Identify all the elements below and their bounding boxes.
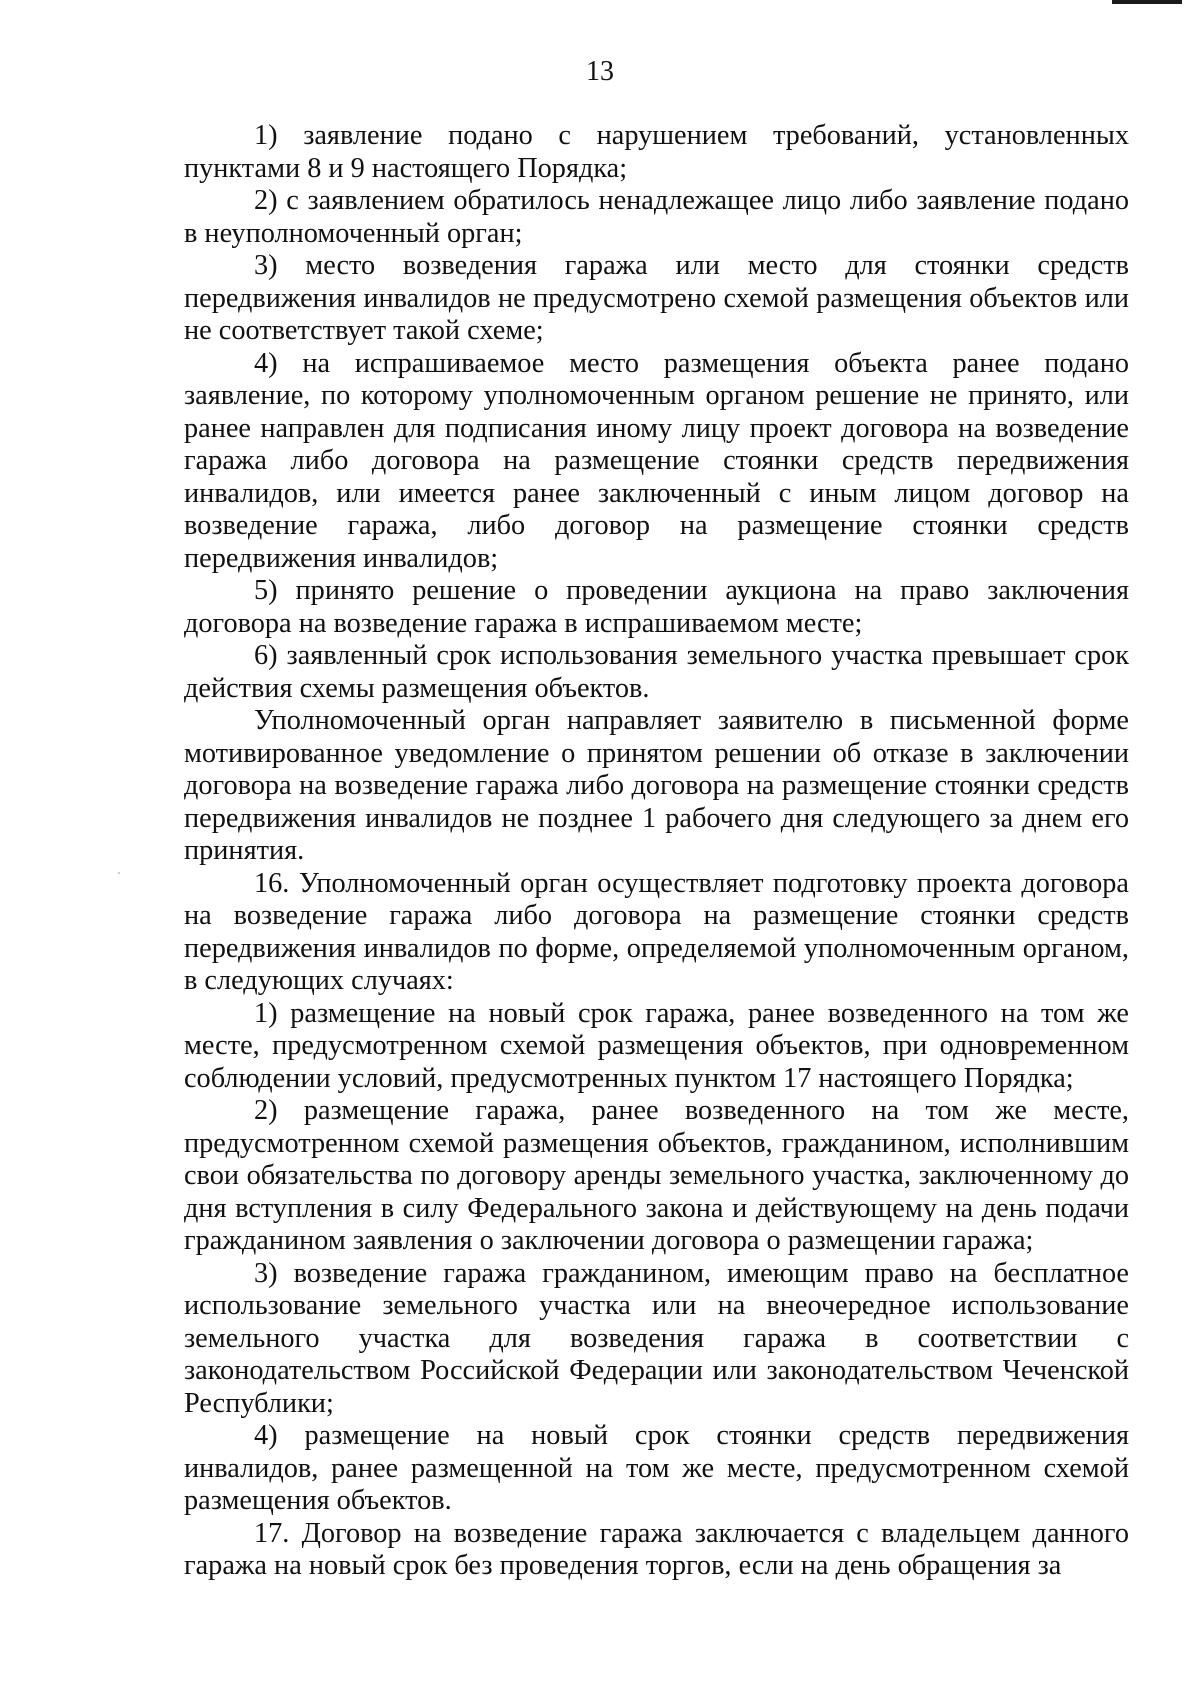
scan-artifact (118, 872, 120, 874)
document-body (184, 120, 1129, 1583)
paragraph-17: 17. Договор на возведение гаража заключается с владельцем данного гаража на новый срок без проведения торгов, если на день обращения за (184, 1517, 1129, 1581)
paragraph-15-item-2: 2) с заявлением обратилось ненадлежащее лицо либо заявление подано в неуполномоченный орган; (184, 185, 1129, 249)
paragraph-15-item-5: 5) принято решение о проведении аукциона на право заключения договора на возведение гаража в испрашиваемом месте; (184, 575, 1129, 639)
paragraph-16-item-2: 2) размещение гаража, ранее возведенного на том же месте, предусмотренном схемой размещения объектов, гражданином, исполнившим свои обязательства по договору аренды земельного участка, заключенному до дня вступления в силу Федерального закона и действующему на день подачи гражданином заявления о заключении договора о размещении гаража; (184, 1095, 1129, 1256)
paragraph-16: 16. Уполномоченный орган осуществляет подготовку проекта договора на возведение гаража либо договора на размещение стоянки средств передвижения инвалидов по форме, определяемой уполномоченным органом, в следующих случаях: (184, 867, 1129, 996)
paragraph-refusal-notice: Уполномоченный орган направляет заявителю в письменной форме мотивированное уведомление о принятом решении об отказе в заключении договора на возведение гаража либо договора на размещение стоянки средств передвижения инвалидов не позднее 1 рабочего дня следующего за днем его принятия. (184, 705, 1129, 866)
scan-corner-mark (1112, 0, 1182, 4)
paragraph-15-item-1: 1) заявление подано с нарушением требований, установленных пунктами 8 и 9 настоящего Порядка; (184, 120, 1129, 184)
paragraph-15-item-3: 3) место возведения гаража или место для стоянки средств передвижения инвалидов не предусмотрено схемой размещения объектов или не соответствует такой схеме; (184, 250, 1129, 346)
page-number: 13 (586, 56, 614, 87)
paragraph-16-item-4: 4) размещение на новый срок стоянки средств передвижения инвалидов, ранее размещенной на том же месте, предусмотренном схемой размещения объектов. (184, 1420, 1129, 1516)
paragraph-15-item-6: 6) заявленный срок использования земельного участка превышает срок действия схемы размещения объектов. (184, 640, 1129, 704)
paragraph-16-item-1: 1) размещение на новый срок гаража, ранее возведенного на том же месте, предусмотренном схемой размещения объектов, при одновременном соблюдении условий, предусмотренных пунктом 17 настоящего Порядка; (184, 997, 1129, 1094)
paragraph-15-item-4: 4) на испрашиваемое место размещения объекта ранее подано заявление, по которому уполномоченным органом решение не принято, или ранее направлен для подписания иному лицу проект договора на возведение гаража либо договора на размещение стоянки средств передвижения инвалидов, или имеется ранее заключенный с иным лицом договор на возведение гаража, либо договор на размещение стоянки средств передвижения инвалидов; (184, 347, 1129, 574)
paragraph-16-item-3: 3) возведение гаража гражданином, имеющим право на бесплатное использование земельного участка или на внеочередное использование земельного участка для возведения гаража в соответствии с законодательством Российской Федерации или законодательством Чеченской Республики; (184, 1257, 1129, 1419)
